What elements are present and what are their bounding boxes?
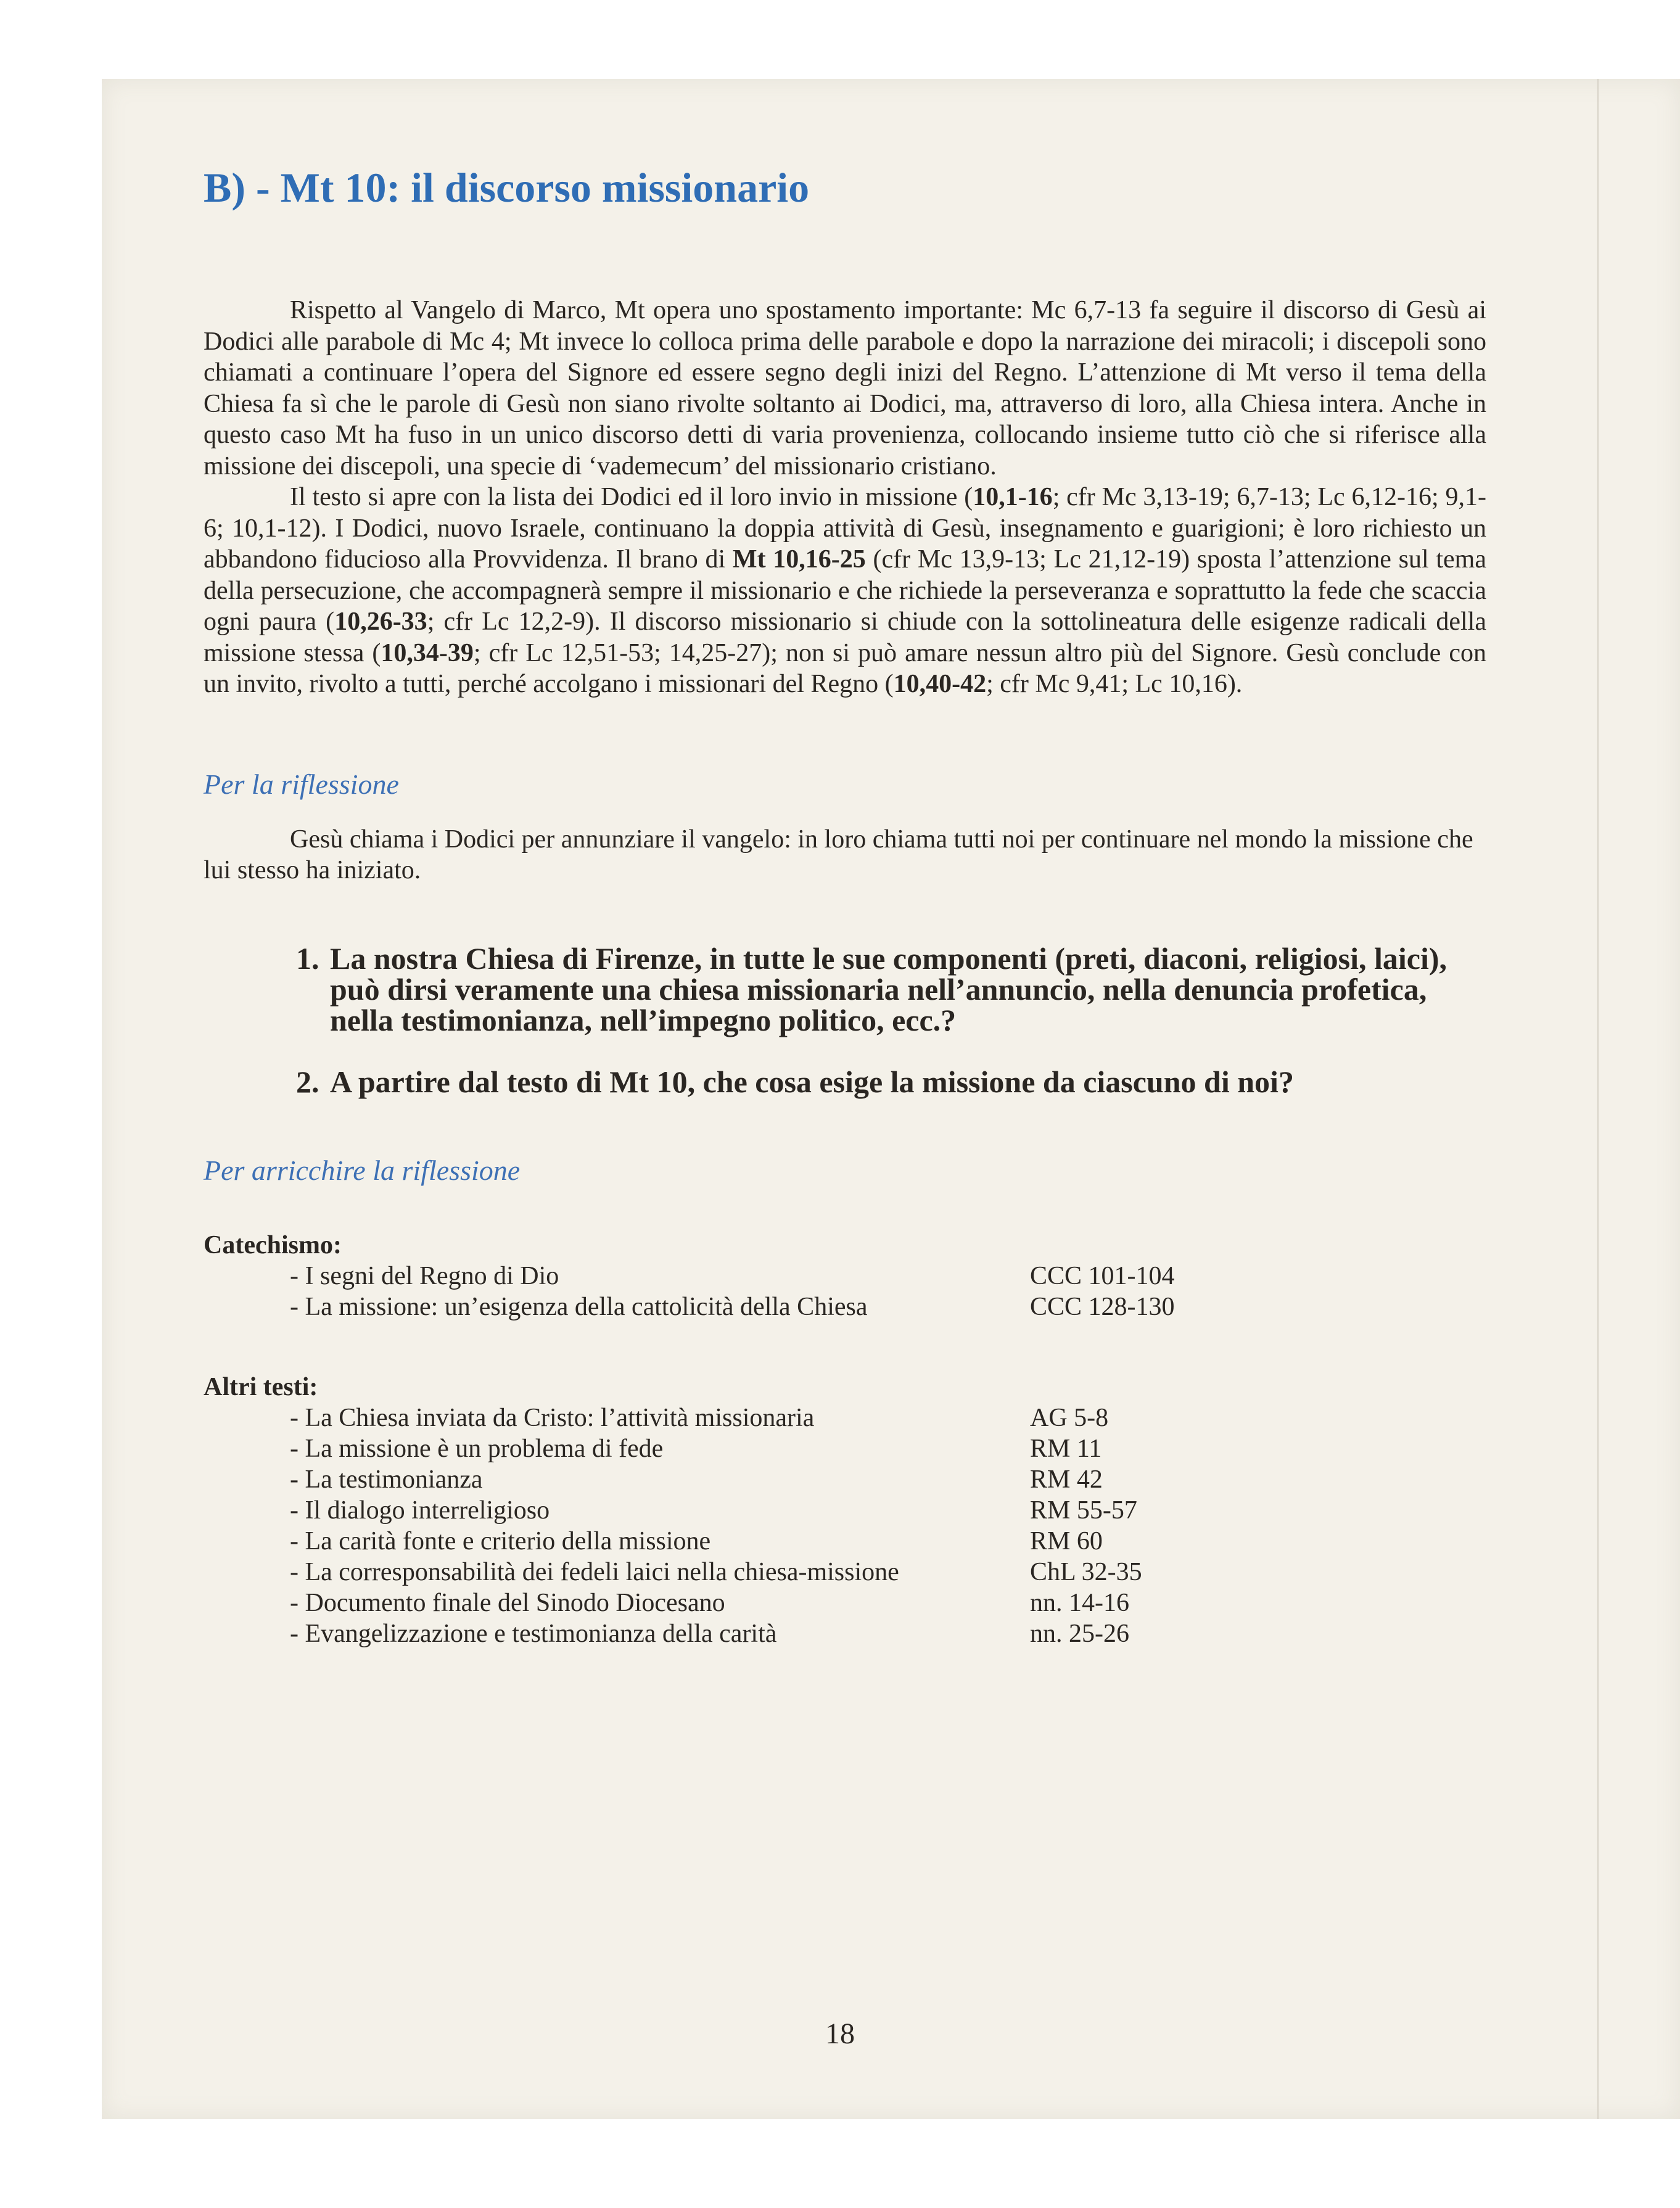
list-item: - La testimonianza RM 42 <box>290 1465 1103 1494</box>
list-item: - La carità fonte e criterio della missione RM 60 <box>290 1526 1103 1555</box>
list-item: - Documento finale del Sinodo Diocesano nn. 14-16 <box>290 1588 1129 1617</box>
paragraph-2: Il testo si apre con la lista dei Dodici ed il loro invio in missione (10,1-16; cfr Mc 3,13-19; 6,7-13; Lc 6,12-16; 9,1-6; 10,1-12). I Dodici, nuovo Israele, continuano la doppia attività di Gesù, insegnamento e guarigioni; è loro richiesto un abbandono fiducioso alla Provvidenza. Il brano di Mt 10,16-25 (cfr Mc 13,9-13; Lc 21,12-19) sposta l’attenzione sul tema della persecuzione, che accompagnerà sempre il missionario e che richiede la perseveranza e soprattutto la fede che scaccia ogni paura (10,26-33; cfr Lc 12,2-9). Il discorso missionario si chiude con la sottolineatura delle esigenze radicali della missione stessa (10,34-39; cfr Lc 12,51-53; 14,25-27); non si può amare nessun altro più del Signore. Gesù conclude con un invito, rivolto a tutti, perché accolgano i missionari del Regno (10,40-42; cfr Mc 9,41; Lc 10,16). <box>204 483 1486 698</box>
list-item: - Il dialogo interreligioso RM 55-57 <box>290 1496 1137 1525</box>
catechism-label: Catechismo: <box>204 1230 342 1259</box>
list-item: - La Chiesa inviata da Cristo: l’attività missionaria AG 5-8 <box>290 1403 1109 1432</box>
enrich-heading: Per arricchire la riflessione <box>204 1154 521 1186</box>
paragraph-1: Rispetto al Vangelo di Marco, Mt opera uno spostamento importante: Mc 6,7-13 fa seguire il discorso di Gesù ai Dodici alle parabole di Mc 4; Mt invece lo colloca prima delle parabole e dopo la narrazione dei miracoli; i discepoli sono chiamati a continuare l’opera del Signore ed essere segno degli inizi del Regno. L’attenzione di Mt verso il tema della Chiesa fa sì che le parole di Gesù non siano rivolte soltanto ai Dodici, ma, attraverso di loro, alla Chiesa intera. Anche in questo caso Mt ha fuso in un unico discorso detti di varia provenienza, collocando insieme tutto ciò che si riferisce alla missione dei discepoli, una specie di ‘vademecum’ del missionario cristiano. <box>204 296 1486 480</box>
other-texts-list <box>290 1403 1486 1649</box>
reflection-text: Gesù chiama i Dodici per annunziare il vangelo: in loro chiama tutti noi per continuare nel mondo la missione che lui stesso ha iniziato. <box>204 825 1473 884</box>
page-content <box>204 164 1486 1649</box>
list-item: - La missione è un problema di fede RM 11 <box>290 1434 1102 1463</box>
body-text <box>204 295 1486 700</box>
list-item: - I segni del Regno di Dio CCC 101-104 <box>290 1261 1175 1290</box>
list-item: - La missione: un’esigenza della cattolicità della Chiesa CCC 128-130 <box>290 1292 1175 1321</box>
list-item: - Evangelizzazione e testimonianza della carità nn. 25-26 <box>290 1619 1129 1648</box>
page-number: 18 <box>825 2017 855 2050</box>
section-title: B) - Mt 10: il discorso missionario <box>204 164 810 211</box>
question-item: 2. A partire dal testo di Mt 10, che cosa esige la missione da ciascuno di noi? <box>296 1064 1294 1099</box>
question-list <box>204 943 1486 1097</box>
catechism-list <box>290 1261 1486 1322</box>
list-item: - La corresponsabilità dei fedeli laici nella chiesa-missione ChL 32-35 <box>290 1557 1142 1586</box>
question-item: 1. La nostra Chiesa di Firenze, in tutte le sue componenti (preti, diaconi, religiosi, laici), può dirsi veramente una chiesa missionaria nell’annuncio, nella denuncia profetica, nella testimonianza, nell’impegno politico, ecc.? <box>296 941 1447 1037</box>
reflection-heading: Per la riflessione <box>204 768 399 800</box>
page-fold <box>1597 79 1599 2119</box>
other-texts-label: Altri testi: <box>204 1372 318 1401</box>
